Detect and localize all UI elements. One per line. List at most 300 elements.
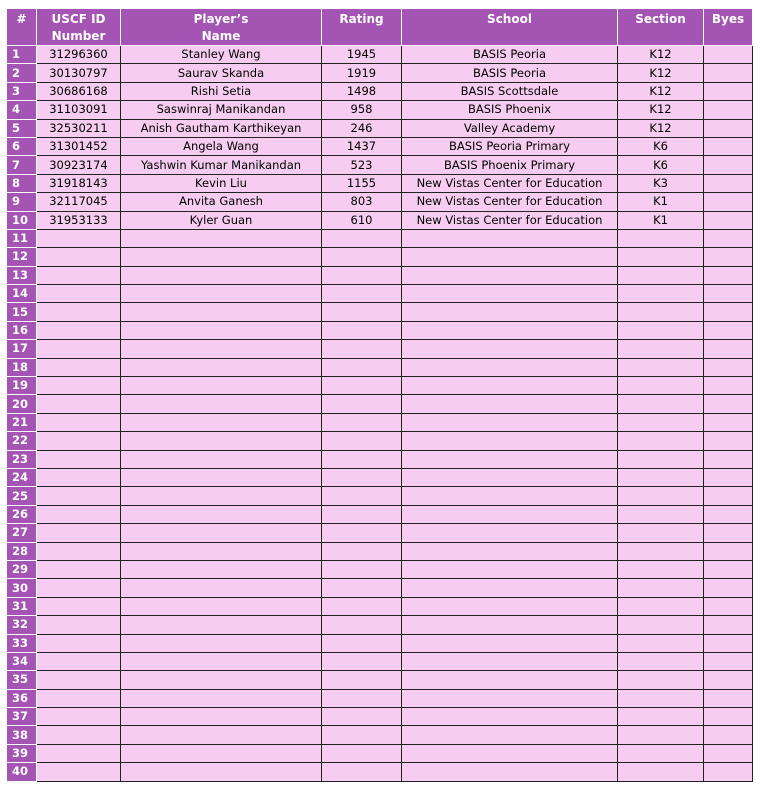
table-row xyxy=(7,726,753,744)
rating-cell xyxy=(322,708,402,726)
rating-cell xyxy=(322,432,402,450)
row-number-cell: 6 xyxy=(7,137,37,155)
uscf-id-cell xyxy=(37,432,121,450)
uscf-id-cell xyxy=(37,524,121,542)
row-number-cell: 20 xyxy=(7,395,37,413)
rating-cell xyxy=(322,579,402,597)
byes-cell xyxy=(704,377,753,395)
row-number-cell: 18 xyxy=(7,358,37,376)
player-name-cell xyxy=(121,505,322,523)
uscf-id-cell xyxy=(37,358,121,376)
rating-cell xyxy=(322,321,402,339)
player-name-cell: Anish Gautham Karthikeyan xyxy=(121,119,322,137)
school-cell xyxy=(402,248,618,266)
school-cell xyxy=(402,395,618,413)
table-row xyxy=(7,597,753,615)
player-name-cell xyxy=(121,358,322,376)
byes-cell xyxy=(704,229,753,247)
byes-cell xyxy=(704,285,753,303)
section-cell xyxy=(618,468,704,486)
school-cell xyxy=(402,689,618,707)
rating-cell xyxy=(322,560,402,578)
school-cell: BASIS Phoenix xyxy=(402,101,618,119)
uscf-id-cell xyxy=(37,634,121,652)
row-number-cell: 34 xyxy=(7,652,37,670)
player-name-cell xyxy=(121,689,322,707)
row-number-cell: 29 xyxy=(7,560,37,578)
uscf-id-cell xyxy=(37,450,121,468)
section-cell xyxy=(618,652,704,670)
section-cell xyxy=(618,248,704,266)
byes-cell xyxy=(704,340,753,358)
table-row xyxy=(7,432,753,450)
rating-cell: 1919 xyxy=(322,64,402,82)
header-row xyxy=(7,9,753,46)
section-cell xyxy=(618,340,704,358)
section-cell xyxy=(618,689,704,707)
row-number-cell: 40 xyxy=(7,763,37,781)
section-cell xyxy=(618,597,704,615)
school-cell: Valley Academy xyxy=(402,119,618,137)
table-body xyxy=(7,46,753,782)
table-row xyxy=(7,101,753,119)
section-cell xyxy=(618,395,704,413)
player-name-cell xyxy=(121,542,322,560)
byes-cell xyxy=(704,744,753,762)
player-name-cell xyxy=(121,708,322,726)
player-name-cell xyxy=(121,395,322,413)
row-number-cell: 24 xyxy=(7,468,37,486)
row-number-cell: 15 xyxy=(7,303,37,321)
section-cell xyxy=(618,303,704,321)
rating-cell xyxy=(322,395,402,413)
row-number-cell: 32 xyxy=(7,616,37,634)
rating-cell xyxy=(322,487,402,505)
uscf-id-cell xyxy=(37,616,121,634)
row-number-cell: 30 xyxy=(7,579,37,597)
uscf-id-cell xyxy=(37,689,121,707)
rating-cell xyxy=(322,285,402,303)
uscf-id-cell: 32117045 xyxy=(37,193,121,211)
school-cell: BASIS Peoria xyxy=(402,46,618,64)
rating-cell: 1437 xyxy=(322,137,402,155)
player-name-cell xyxy=(121,726,322,744)
row-number-cell: 22 xyxy=(7,432,37,450)
section-cell xyxy=(618,542,704,560)
byes-cell xyxy=(704,321,753,339)
uscf-id-cell: 30923174 xyxy=(37,156,121,174)
school-cell xyxy=(402,487,618,505)
player-name-cell xyxy=(121,377,322,395)
byes-cell xyxy=(704,689,753,707)
uscf-id-cell xyxy=(37,413,121,431)
byes-cell xyxy=(704,303,753,321)
player-name-cell xyxy=(121,652,322,670)
school-cell: New Vistas Center for Education xyxy=(402,174,618,192)
section-cell xyxy=(618,671,704,689)
uscf-id-cell xyxy=(37,744,121,762)
table-row xyxy=(7,652,753,670)
row-number-cell: 14 xyxy=(7,285,37,303)
rating-cell xyxy=(322,763,402,781)
byes-cell xyxy=(704,119,753,137)
rating-cell: 958 xyxy=(322,101,402,119)
uscf-id-cell xyxy=(37,763,121,781)
uscf-id-cell xyxy=(37,542,121,560)
player-name-cell xyxy=(121,413,322,431)
player-name-cell xyxy=(121,560,322,578)
school-cell xyxy=(402,579,618,597)
rating-cell xyxy=(322,505,402,523)
row-number-cell: 21 xyxy=(7,413,37,431)
player-name-cell xyxy=(121,248,322,266)
table-row xyxy=(7,340,753,358)
school-cell: BASIS Peoria xyxy=(402,64,618,82)
byes-cell xyxy=(704,468,753,486)
row-number-cell: 16 xyxy=(7,321,37,339)
player-name-cell xyxy=(121,763,322,781)
school-cell xyxy=(402,321,618,339)
byes-cell xyxy=(704,211,753,229)
table-row xyxy=(7,303,753,321)
row-number-cell: 8 xyxy=(7,174,37,192)
rating-cell: 523 xyxy=(322,156,402,174)
byes-cell xyxy=(704,156,753,174)
byes-cell xyxy=(704,248,753,266)
byes-cell xyxy=(704,542,753,560)
player-name-cell: Angela Wang xyxy=(121,137,322,155)
table-row xyxy=(7,156,753,174)
row-number-cell: 28 xyxy=(7,542,37,560)
school-cell: New Vistas Center for Education xyxy=(402,193,618,211)
row-number-cell: 26 xyxy=(7,505,37,523)
table-row xyxy=(7,248,753,266)
uscf-id-cell xyxy=(37,321,121,339)
school-cell xyxy=(402,377,618,395)
header-byes: Byes xyxy=(704,9,753,46)
table-row xyxy=(7,450,753,468)
rating-cell xyxy=(322,652,402,670)
byes-cell xyxy=(704,763,753,781)
rating-cell: 803 xyxy=(322,193,402,211)
row-number-cell: 37 xyxy=(7,708,37,726)
table-row xyxy=(7,395,753,413)
uscf-id-cell: 31103091 xyxy=(37,101,121,119)
byes-cell xyxy=(704,193,753,211)
school-cell xyxy=(402,524,618,542)
uscf-id-cell: 32530211 xyxy=(37,119,121,137)
row-number-cell: 4 xyxy=(7,101,37,119)
school-cell xyxy=(402,616,618,634)
school-cell xyxy=(402,432,618,450)
rating-cell xyxy=(322,726,402,744)
header-uscf-id: USCF ID Number xyxy=(37,9,121,46)
section-cell: K6 xyxy=(618,137,704,155)
byes-cell xyxy=(704,266,753,284)
byes-cell xyxy=(704,634,753,652)
uscf-id-cell xyxy=(37,340,121,358)
player-name-cell xyxy=(121,229,322,247)
school-cell: New Vistas Center for Education xyxy=(402,211,618,229)
section-cell xyxy=(618,377,704,395)
school-cell xyxy=(402,340,618,358)
header-player-name: Player’s Name xyxy=(121,9,322,46)
player-name-cell xyxy=(121,634,322,652)
section-cell xyxy=(618,634,704,652)
player-name-cell: Saswinraj Manikandan xyxy=(121,101,322,119)
table-row xyxy=(7,708,753,726)
uscf-id-cell xyxy=(37,266,121,284)
player-name-cell xyxy=(121,597,322,615)
byes-cell xyxy=(704,395,753,413)
player-name-cell xyxy=(121,321,322,339)
player-name-cell xyxy=(121,450,322,468)
section-cell xyxy=(618,726,704,744)
uscf-id-cell: 31918143 xyxy=(37,174,121,192)
table-row xyxy=(7,542,753,560)
player-name-cell xyxy=(121,579,322,597)
table-row xyxy=(7,413,753,431)
table-row xyxy=(7,321,753,339)
row-number-cell: 3 xyxy=(7,82,37,100)
rating-cell xyxy=(322,597,402,615)
byes-cell xyxy=(704,174,753,192)
byes-cell xyxy=(704,46,753,64)
row-number-cell: 25 xyxy=(7,487,37,505)
player-name-cell xyxy=(121,616,322,634)
row-number-cell: 39 xyxy=(7,744,37,762)
table-row xyxy=(7,689,753,707)
player-roster-table xyxy=(6,8,753,782)
school-cell xyxy=(402,708,618,726)
player-name-cell xyxy=(121,340,322,358)
row-number-cell: 31 xyxy=(7,597,37,615)
row-number-cell: 12 xyxy=(7,248,37,266)
rating-cell xyxy=(322,744,402,762)
byes-cell xyxy=(704,505,753,523)
rating-cell xyxy=(322,450,402,468)
school-cell xyxy=(402,303,618,321)
player-name-cell: Anvita Ganesh xyxy=(121,193,322,211)
section-cell xyxy=(618,763,704,781)
rating-cell: 246 xyxy=(322,119,402,137)
row-number-cell: 17 xyxy=(7,340,37,358)
school-cell xyxy=(402,266,618,284)
school-cell xyxy=(402,285,618,303)
section-cell xyxy=(618,708,704,726)
school-cell xyxy=(402,763,618,781)
player-name-cell: Saurav Skanda xyxy=(121,64,322,82)
section-cell xyxy=(618,358,704,376)
uscf-id-cell: 31296360 xyxy=(37,46,121,64)
school-cell: BASIS Scottsdale xyxy=(402,82,618,100)
table-row xyxy=(7,579,753,597)
rating-cell: 1155 xyxy=(322,174,402,192)
rating-cell xyxy=(322,634,402,652)
byes-cell xyxy=(704,597,753,615)
school-cell xyxy=(402,542,618,560)
player-name-cell xyxy=(121,303,322,321)
uscf-id-cell xyxy=(37,560,121,578)
uscf-id-cell: 31301452 xyxy=(37,137,121,155)
section-cell: K1 xyxy=(618,211,704,229)
school-cell xyxy=(402,671,618,689)
section-cell xyxy=(618,229,704,247)
byes-cell xyxy=(704,579,753,597)
row-number-cell: 2 xyxy=(7,64,37,82)
uscf-id-cell: 30686168 xyxy=(37,82,121,100)
rating-cell xyxy=(322,377,402,395)
table-row xyxy=(7,634,753,652)
rating-cell xyxy=(322,671,402,689)
byes-cell xyxy=(704,450,753,468)
player-name-cell: Kyler Guan xyxy=(121,211,322,229)
row-number-cell: 10 xyxy=(7,211,37,229)
byes-cell xyxy=(704,137,753,155)
table-row xyxy=(7,285,753,303)
player-name-cell: Yashwin Kumar Manikandan xyxy=(121,156,322,174)
uscf-id-cell xyxy=(37,285,121,303)
table-row xyxy=(7,671,753,689)
rating-cell xyxy=(322,542,402,560)
school-cell xyxy=(402,634,618,652)
row-number-cell: 36 xyxy=(7,689,37,707)
uscf-id-cell xyxy=(37,377,121,395)
table-row xyxy=(7,82,753,100)
row-number-cell: 11 xyxy=(7,229,37,247)
uscf-id-cell: 30130797 xyxy=(37,64,121,82)
uscf-id-cell xyxy=(37,579,121,597)
school-cell xyxy=(402,468,618,486)
header-section: Section xyxy=(618,9,704,46)
table-row xyxy=(7,487,753,505)
section-cell: K12 xyxy=(618,82,704,100)
uscf-id-cell: 31953133 xyxy=(37,211,121,229)
row-number-cell: 33 xyxy=(7,634,37,652)
table-row xyxy=(7,616,753,634)
table-row xyxy=(7,377,753,395)
player-name-cell: Rishi Setia xyxy=(121,82,322,100)
table-row xyxy=(7,64,753,82)
player-name-cell xyxy=(121,468,322,486)
rating-cell xyxy=(322,266,402,284)
table-row xyxy=(7,229,753,247)
rating-cell xyxy=(322,340,402,358)
section-cell: K3 xyxy=(618,174,704,192)
byes-cell xyxy=(704,652,753,670)
rating-cell xyxy=(322,413,402,431)
byes-cell xyxy=(704,358,753,376)
uscf-id-cell xyxy=(37,303,121,321)
rating-cell xyxy=(322,689,402,707)
uscf-id-cell xyxy=(37,468,121,486)
school-cell: BASIS Peoria Primary xyxy=(402,137,618,155)
table-row xyxy=(7,505,753,523)
section-cell xyxy=(618,413,704,431)
section-cell xyxy=(618,616,704,634)
byes-cell xyxy=(704,413,753,431)
byes-cell xyxy=(704,560,753,578)
section-cell: K12 xyxy=(618,101,704,119)
byes-cell xyxy=(704,671,753,689)
header-number: # xyxy=(7,9,37,46)
section-cell xyxy=(618,744,704,762)
player-name-cell xyxy=(121,266,322,284)
byes-cell xyxy=(704,64,753,82)
byes-cell xyxy=(704,708,753,726)
byes-cell xyxy=(704,432,753,450)
row-number-cell: 35 xyxy=(7,671,37,689)
player-name-cell xyxy=(121,524,322,542)
uscf-id-cell xyxy=(37,229,121,247)
section-cell xyxy=(618,524,704,542)
table-row xyxy=(7,193,753,211)
school-cell xyxy=(402,413,618,431)
uscf-id-cell xyxy=(37,505,121,523)
table-row xyxy=(7,524,753,542)
table-row xyxy=(7,266,753,284)
row-number-cell: 5 xyxy=(7,119,37,137)
section-cell: K12 xyxy=(618,46,704,64)
school-cell xyxy=(402,450,618,468)
player-name-cell xyxy=(121,487,322,505)
rating-cell: 1498 xyxy=(322,82,402,100)
section-cell xyxy=(618,505,704,523)
uscf-id-cell xyxy=(37,395,121,413)
player-name-cell xyxy=(121,744,322,762)
table-row xyxy=(7,174,753,192)
section-cell xyxy=(618,579,704,597)
school-cell: BASIS Phoenix Primary xyxy=(402,156,618,174)
byes-cell xyxy=(704,616,753,634)
section-cell xyxy=(618,432,704,450)
school-cell xyxy=(402,652,618,670)
school-cell xyxy=(402,597,618,615)
section-cell: K6 xyxy=(618,156,704,174)
row-number-cell: 27 xyxy=(7,524,37,542)
row-number-cell: 1 xyxy=(7,46,37,64)
school-cell xyxy=(402,358,618,376)
uscf-id-cell xyxy=(37,597,121,615)
section-cell: K1 xyxy=(618,193,704,211)
rating-cell xyxy=(322,248,402,266)
school-cell xyxy=(402,505,618,523)
rating-cell: 1945 xyxy=(322,46,402,64)
uscf-id-cell xyxy=(37,652,121,670)
uscf-id-cell xyxy=(37,248,121,266)
school-cell xyxy=(402,744,618,762)
rating-cell xyxy=(322,468,402,486)
table-row xyxy=(7,46,753,64)
section-cell xyxy=(618,487,704,505)
byes-cell xyxy=(704,524,753,542)
section-cell xyxy=(618,560,704,578)
table-row xyxy=(7,744,753,762)
uscf-id-cell xyxy=(37,487,121,505)
header-rating: Rating xyxy=(322,9,402,46)
player-name-cell: Kevin Liu xyxy=(121,174,322,192)
row-number-cell: 19 xyxy=(7,377,37,395)
table-header xyxy=(7,9,753,46)
table-row xyxy=(7,358,753,376)
table-row xyxy=(7,137,753,155)
row-number-cell: 38 xyxy=(7,726,37,744)
section-cell xyxy=(618,266,704,284)
uscf-id-cell xyxy=(37,726,121,744)
section-cell: K12 xyxy=(618,119,704,137)
rating-cell xyxy=(322,524,402,542)
uscf-id-cell xyxy=(37,671,121,689)
